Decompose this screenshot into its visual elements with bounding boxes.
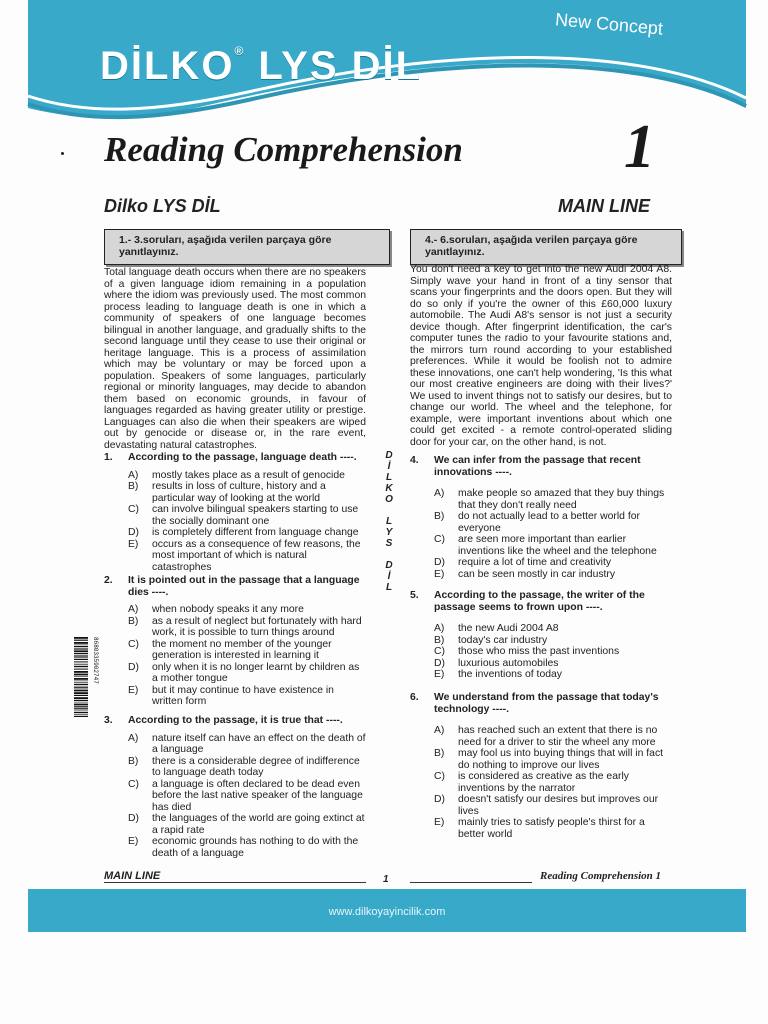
option-text: when nobody speaks it any more — [152, 604, 304, 615]
vertical-brand-letter — [384, 549, 394, 560]
instruction-box-right: 4.- 6.soruları, aşağıda verilen parçaya göre yanıtlayınız. — [410, 229, 682, 265]
option-letter: A) — [434, 623, 445, 634]
option-letter: E) — [128, 836, 139, 847]
option-text: only when it is no longer learnt by children as a mother tongue — [152, 661, 360, 684]
question-number: 2. — [104, 575, 113, 586]
vertical-brand-letter: K — [385, 483, 393, 494]
barcode-bar — [74, 684, 88, 685]
passage-left: Total language death occurs when there are no speakers of a given language idiom remaining in a population where the idiom was previously used. The most common process leading to language death is one in which a community of speakers of one language becomes bilingual in another language, and gradually shifts to the second language until they cease to use their original or heritage language. This is a process of assimilation which may be voluntary or may be forced upon a population. Speakers of some languages, particularly regional or minority languages, may decide to abandon them based on economic grounds, in favour of languages regarded as having greater utility or prestige. Languages can also die when their speakers are wiped out by genocide or disease or, in the rare event, devastating natural catastrophes. — [104, 267, 366, 451]
question-1 — [104, 452, 366, 573]
level-label: MAIN LINE — [558, 196, 650, 216]
option — [128, 836, 366, 859]
barcode-bar — [74, 668, 88, 669]
option-text: the moment no member of the younger generation is interested in learning it — [152, 638, 332, 661]
option — [434, 817, 672, 840]
option — [128, 604, 366, 616]
option — [434, 646, 672, 658]
option-letter: C) — [128, 504, 139, 515]
barcode-bar — [74, 650, 88, 652]
option — [434, 771, 672, 794]
barcode-number: 8680335902747 — [92, 637, 99, 684]
barcode-bar — [74, 655, 88, 656]
option-letter: D) — [128, 813, 139, 824]
barcode-bar — [74, 645, 88, 646]
option-letter: D) — [434, 794, 445, 805]
vertical-brand-letter: S — [385, 538, 393, 549]
option-text: today's car industry — [458, 634, 548, 646]
option — [434, 557, 672, 569]
instruction-box-left: 1.- 3.soruları, aşağıda verilen parçaya göre yanıtlayınız. — [104, 229, 390, 265]
option-letter: E) — [434, 568, 445, 580]
footer-band — [28, 889, 746, 932]
option-text: nature itself can have an effect on the death of a language — [152, 732, 366, 755]
barcode-bar — [74, 687, 88, 688]
option-letter: A) — [434, 488, 445, 499]
barcode-bar — [74, 661, 88, 662]
option — [128, 481, 366, 504]
option — [434, 488, 672, 511]
option — [128, 639, 366, 662]
option — [128, 616, 366, 639]
option-text: doesn't satisfy our desires but improves our lives — [458, 794, 659, 817]
barcode-bar — [74, 702, 88, 703]
option-letter: A) — [128, 604, 139, 615]
footer-page-number: 1 — [383, 874, 389, 885]
option-text: mostly takes place as a result of genocide — [152, 469, 345, 481]
option-text: is completely different from language change — [152, 527, 359, 538]
passage-right: You don't need a key to get into the new Audi 2004 A8. Simply wave your hand in front of a tiny sensor that scans your fingerprints and the doors open. But they will do so only if you're the owner of this £60,000 luxury automobile. The Audi A8's sensor is not just a security device though. After fingerprint identification, the car's computer tunes the radio to your favourite stations and, the mirrors turn round according to your established preferences. While it would be foolish not to admire these innovations, one can't help wondering, 'Is this what our most creative engineers are doing with their lives?' We used to invent things not to satisfy our desires, but to change our world. The wheel and the telephone, for example, were important inventions about which one could get excited - a remote control-operated sliding door for your car, on the other hand, is not. — [410, 264, 672, 448]
barcode-bar — [74, 714, 88, 715]
option — [128, 756, 366, 779]
barcode-bar — [74, 678, 88, 680]
option-text: the inventions of today — [458, 669, 562, 680]
barcode-bar — [74, 646, 88, 647]
question-stem: We can infer from the passage that recent innovations ----. — [434, 455, 641, 478]
footer-rule-left — [104, 882, 366, 883]
barcode-bar — [74, 657, 88, 658]
barcode-bar — [74, 671, 88, 673]
vertical-brand-letter: L — [385, 582, 393, 593]
option — [434, 658, 672, 670]
option — [434, 635, 672, 647]
vertical-brand-letter: O — [385, 494, 393, 505]
option-letter: A) — [434, 725, 445, 736]
barcode-bar — [74, 676, 88, 677]
option — [434, 534, 672, 557]
barcode-bar — [74, 686, 88, 687]
vertical-brand-letter: D — [385, 450, 393, 461]
tagline: New Concept — [554, 9, 664, 39]
barcode-bar — [74, 648, 88, 649]
option-text: has reached such an extent that there is no need for a driver to stir the wheel any more — [458, 725, 658, 748]
brand-logo: DİLKO® LYS DİL — [100, 44, 423, 88]
option-letter: B) — [128, 615, 139, 627]
barcode-bar — [74, 692, 88, 694]
question-number: 5. — [410, 590, 419, 601]
option-letter: C) — [434, 534, 445, 545]
option — [434, 748, 672, 771]
barcode-bar — [74, 653, 88, 654]
barcode-bar — [74, 674, 88, 676]
barcode-bar — [74, 669, 88, 670]
barcode-bar — [74, 697, 88, 699]
option — [128, 470, 366, 482]
option-letter: B) — [128, 481, 139, 492]
footer-left-label: MAIN LINE — [104, 870, 161, 882]
option — [128, 504, 366, 527]
barcode-bar — [74, 695, 88, 696]
vertical-brand-letter — [384, 505, 394, 516]
option — [434, 794, 672, 817]
vertical-brand-letter: İ — [387, 461, 391, 472]
option-text: may fool us into buying things that will in fact do nothing to improve our lives — [458, 748, 664, 771]
option-letter: A) — [128, 732, 139, 744]
vertical-brand-letter: L — [385, 472, 393, 483]
option-text: results in loss of culture, history and a particular way of looking at the world — [152, 481, 326, 504]
option-letter: D) — [434, 557, 445, 568]
option — [128, 662, 366, 685]
option-text: require a lot of time and creativity — [458, 557, 612, 568]
question-stem: It is pointed out in the passage that a language dies ----. — [128, 575, 360, 598]
option-text: mainly tries to satisfy people's thirst for a better world — [458, 817, 645, 840]
option — [128, 685, 366, 708]
option-text: as a result of neglect but fortunately with hard work, it is possible to turn things around — [152, 615, 362, 638]
option — [128, 813, 366, 836]
barcode-bar — [74, 682, 88, 683]
option-letter: D) — [128, 527, 139, 538]
option-text: occurs as a consequence of few reasons, the most important of which is natural catastrophes — [152, 538, 361, 573]
option-letter: C) — [434, 771, 445, 782]
option-letter: E) — [434, 817, 445, 828]
option — [434, 623, 672, 635]
vertical-brand-letter: L — [385, 516, 393, 527]
option-text: the new Audi 2004 A8 — [458, 623, 559, 634]
option — [434, 725, 672, 748]
option-letter: B) — [434, 634, 445, 646]
option-letter: E) — [128, 684, 139, 696]
vertical-brand-letter: Y — [385, 527, 393, 538]
barcode-bar — [74, 640, 88, 641]
option-letter: A) — [128, 469, 139, 481]
option-text: can be seen mostly in car industry — [458, 568, 616, 580]
option-text: but it may continue to have existence in written form — [152, 684, 334, 707]
option-text: do not actually lead to a better world for everyone — [458, 511, 640, 534]
barcode-bar — [74, 663, 88, 664]
barcode — [74, 635, 99, 725]
question-stem: According to the passage, language death ----. — [128, 452, 357, 463]
option-letter: B) — [128, 755, 139, 767]
publisher-url: www.dilkoyayincilik.com — [328, 906, 446, 918]
question-3 — [104, 715, 366, 859]
option — [128, 733, 366, 756]
barcode-bar — [74, 681, 88, 682]
vertical-brand-letter: İ — [387, 571, 391, 582]
option — [128, 527, 366, 539]
option-text: the languages of the world are going extinct at a rapid rate — [152, 813, 365, 836]
option-letter: D) — [128, 661, 139, 673]
vertical-brand-letter: D — [385, 560, 393, 571]
question-5 — [410, 590, 672, 681]
option-text: is considered as creative as the early inventions by the narrator — [458, 771, 629, 794]
barcode-bar — [74, 637, 88, 639]
question-stem: According to the passage, it is true that ----. — [128, 715, 343, 726]
barcode-bar — [74, 716, 88, 717]
barcode-bar — [74, 666, 88, 667]
option — [434, 669, 672, 681]
option-text: make people so amazed that they buy things that they don't really need — [458, 488, 665, 511]
series-label: Dilko LYS DİL — [104, 196, 221, 216]
question-stem: We understand from the passage that today's technology ----. — [434, 692, 659, 715]
question-stem: According to the passage, the writer of the passage seems to frown upon ----. — [434, 590, 645, 613]
question-2 — [104, 575, 366, 708]
option-text: can involve bilingual speakers starting to use the socially dominant one — [152, 504, 359, 527]
footer-rule-right — [410, 882, 532, 883]
barcode-bar — [74, 712, 88, 713]
barcode-bar — [74, 642, 88, 644]
question-number: 4. — [410, 455, 419, 466]
option-text: those who miss the past inventions — [458, 646, 620, 657]
option-text: there is a considerable degree of indifference to language death today — [152, 755, 360, 778]
barcode-bar — [74, 706, 88, 707]
question-number: 6. — [410, 692, 419, 703]
option-letter: D) — [434, 657, 445, 669]
barcode-bar — [74, 704, 88, 706]
barcode-bar — [74, 708, 88, 709]
question-6 — [410, 692, 672, 840]
option-letter: C) — [128, 778, 139, 790]
barcode-bar — [74, 711, 88, 712]
vertical-brand-text — [384, 450, 394, 593]
option-text: a language is often declared to be dead even before the last native speaker of the language has died — [152, 778, 363, 813]
barcode-bar — [74, 700, 88, 701]
question-number: 1. — [104, 452, 113, 463]
option-text: luxurious automobiles — [458, 657, 559, 669]
option-letter: C) — [434, 646, 445, 657]
option — [434, 569, 672, 581]
question-4 — [410, 455, 672, 580]
barcode-bar — [74, 659, 88, 660]
option — [434, 511, 672, 534]
option-letter: C) — [128, 638, 139, 650]
speck — [61, 152, 64, 155]
option-letter: E) — [434, 669, 445, 680]
option — [128, 539, 366, 574]
option — [128, 779, 366, 814]
option-letter: B) — [434, 511, 445, 522]
page-number: 1 — [624, 113, 655, 181]
option-text: are seen more important than earlier inventions like the wheel and the telephone — [458, 534, 657, 557]
barcode-bar — [74, 664, 88, 665]
page-title: Reading Comprehension — [104, 130, 463, 169]
barcode-bar — [74, 690, 88, 692]
option-letter: E) — [128, 538, 139, 550]
footer-right-label: Reading Comprehension 1 — [540, 870, 662, 882]
option-letter: B) — [434, 748, 445, 759]
option-text: economic grounds has nothing to do with the death of a language — [152, 836, 359, 859]
question-number: 3. — [104, 715, 113, 726]
